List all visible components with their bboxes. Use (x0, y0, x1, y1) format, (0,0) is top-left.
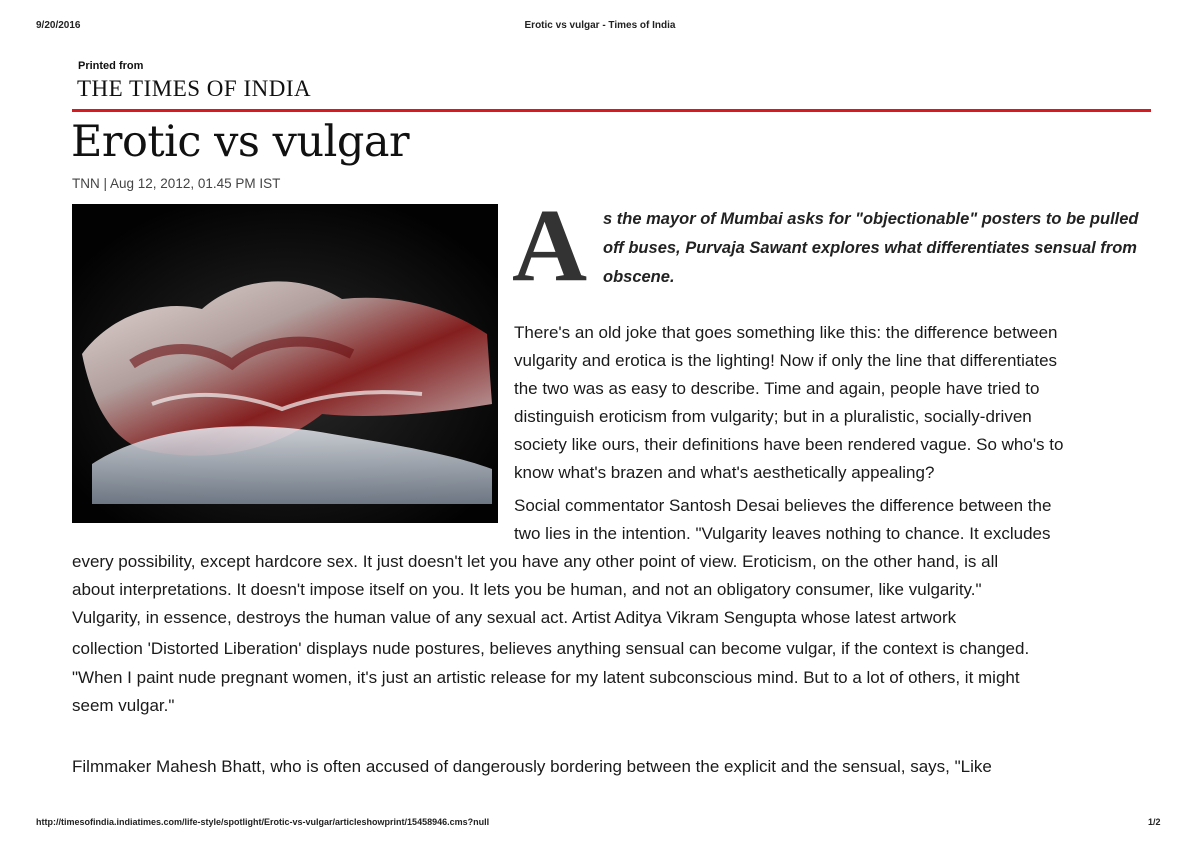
body-line: Filmmaker Mahesh Bhatt, who is often accused of dangerously bordering between the explicit and the sensual, says, "Like (72, 757, 992, 776)
body-line: "When I paint nude pregnant women, it's just an artistic release for my latent subconscious mind. But to a lot of others, it might (72, 668, 1020, 687)
body-line: There's an old joke that goes something like this: the difference between (514, 323, 1058, 342)
body-line: Vulgarity, in essence, destroys the human value of any sexual act. Artist Aditya Vikram Sengupta whose latest artwork (72, 608, 957, 627)
article-intro: s the mayor of Mumbai asks for "objectionable" posters to be pulled off buses, Purvaja Sawant explores what differentiates sensual from obscene. (603, 210, 1139, 286)
body-line: seem vulgar." (72, 696, 175, 715)
dropcap-letter: A (512, 188, 588, 303)
footer-url: http://timesofindia.indiatimes.com/life-style/spotlight/Erotic-vs-vulgar/articleshowprint/15458946.cms?null (36, 817, 490, 827)
draped-figure-image (72, 204, 498, 523)
body-line: distinguish eroticism from vulgarity; but in a pluralistic, socially-driven (514, 407, 1032, 426)
masthead-divider (72, 109, 1151, 112)
article-headline: Erotic vs vulgar (71, 117, 410, 167)
article-byline: TNN | Aug 12, 2012, 01.45 PM IST (72, 176, 281, 191)
page-number: 1/2 (1148, 817, 1161, 827)
body-line: know what's brazen and what's aesthetically appealing? (514, 463, 935, 482)
body-line: about interpretations. It doesn't impose itself on you. It lets you be human, and not an obligatory consumer, like vulgarity." (72, 580, 982, 599)
printed-from-label: Printed from (78, 60, 144, 72)
body-line: society like ours, their definitions have been rendered vague. So who's to (514, 435, 1064, 454)
body-line: two lies in the intention. "Vulgarity leaves nothing to chance. It excludes (514, 524, 1051, 543)
body-line: Social commentator Santosh Desai believes the difference between the (514, 496, 1052, 515)
body-line: collection 'Distorted Liberation' displays nude postures, believes anything sensual can become vulgar, if the context is changed. (72, 639, 1030, 658)
print-date: 9/20/2016 (36, 20, 81, 31)
body-line: every possibility, except hardcore sex. It just doesn't let you have any other point of view. Eroticism, on the other hand, is all (72, 552, 999, 571)
body-line: vulgarity and erotica is the lighting! Now if only the line that differentiates (514, 351, 1058, 370)
publication-masthead: THE TIMES OF INDIA (77, 76, 312, 101)
print-page-title: Erotic vs vulgar - Times of India (524, 20, 676, 31)
article-photo (72, 204, 498, 523)
body-line: the two was as easy to describe. Time and again, people have tried to (514, 379, 1040, 398)
